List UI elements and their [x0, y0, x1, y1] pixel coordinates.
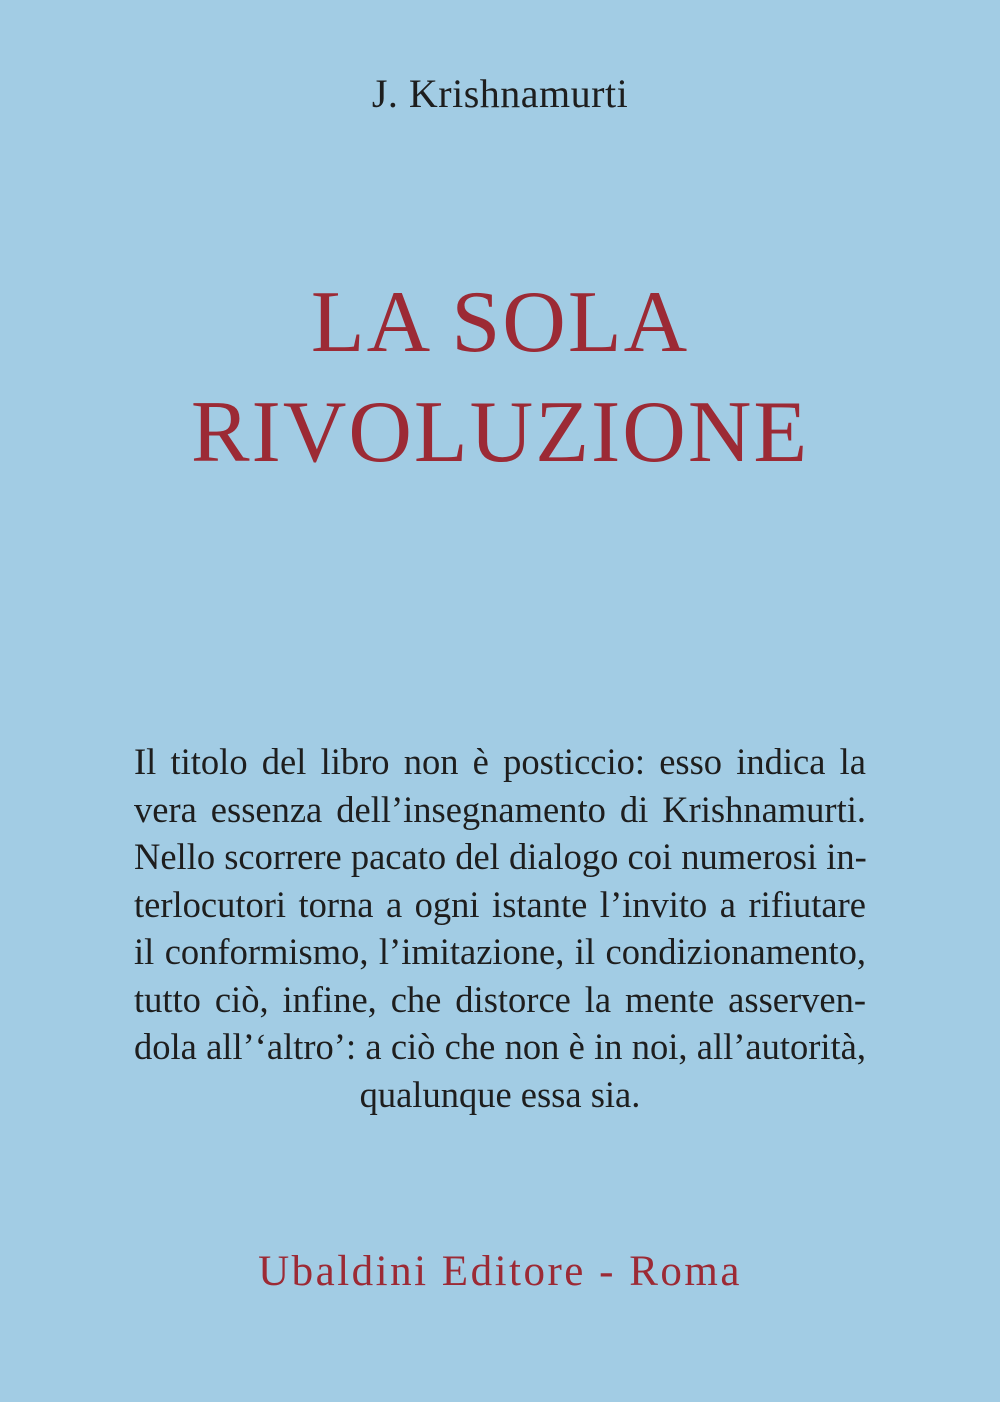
blurb-line: Il titolo del libro non è posticcio: esso indica la [134, 741, 866, 782]
title-line-1: LA SOLA [310, 274, 690, 371]
blurb-line: dola all’‘altro’: a ciò che non è in noi, all’autorità, [134, 1026, 866, 1067]
blurb-line: terlocutori torna a ogni istante l’invito a rifiutare [134, 883, 866, 925]
blurb-line: qualunque essa sia. [359, 1073, 641, 1115]
blurb-line: il conformismo, l’imitazione, il condizionamento, [134, 931, 866, 972]
blurb-line: tutto ciò, infine, che distorce la mente asserven- [134, 978, 866, 1020]
title-line-2: RIVOLUZIONE [190, 384, 810, 481]
blurb-line: vera essenza dell’insegnamento di Krishnamurti. [134, 788, 866, 830]
blurb-line: Nello scorrere pacato del dialogo coi numerosi in- [134, 836, 867, 877]
publisher-imprint: Ubaldini Editore - Roma [258, 1248, 742, 1295]
cover-blurb [134, 738, 866, 1118]
author-name: J. Krishnamurti [371, 71, 629, 116]
book-title [0, 268, 1000, 488]
